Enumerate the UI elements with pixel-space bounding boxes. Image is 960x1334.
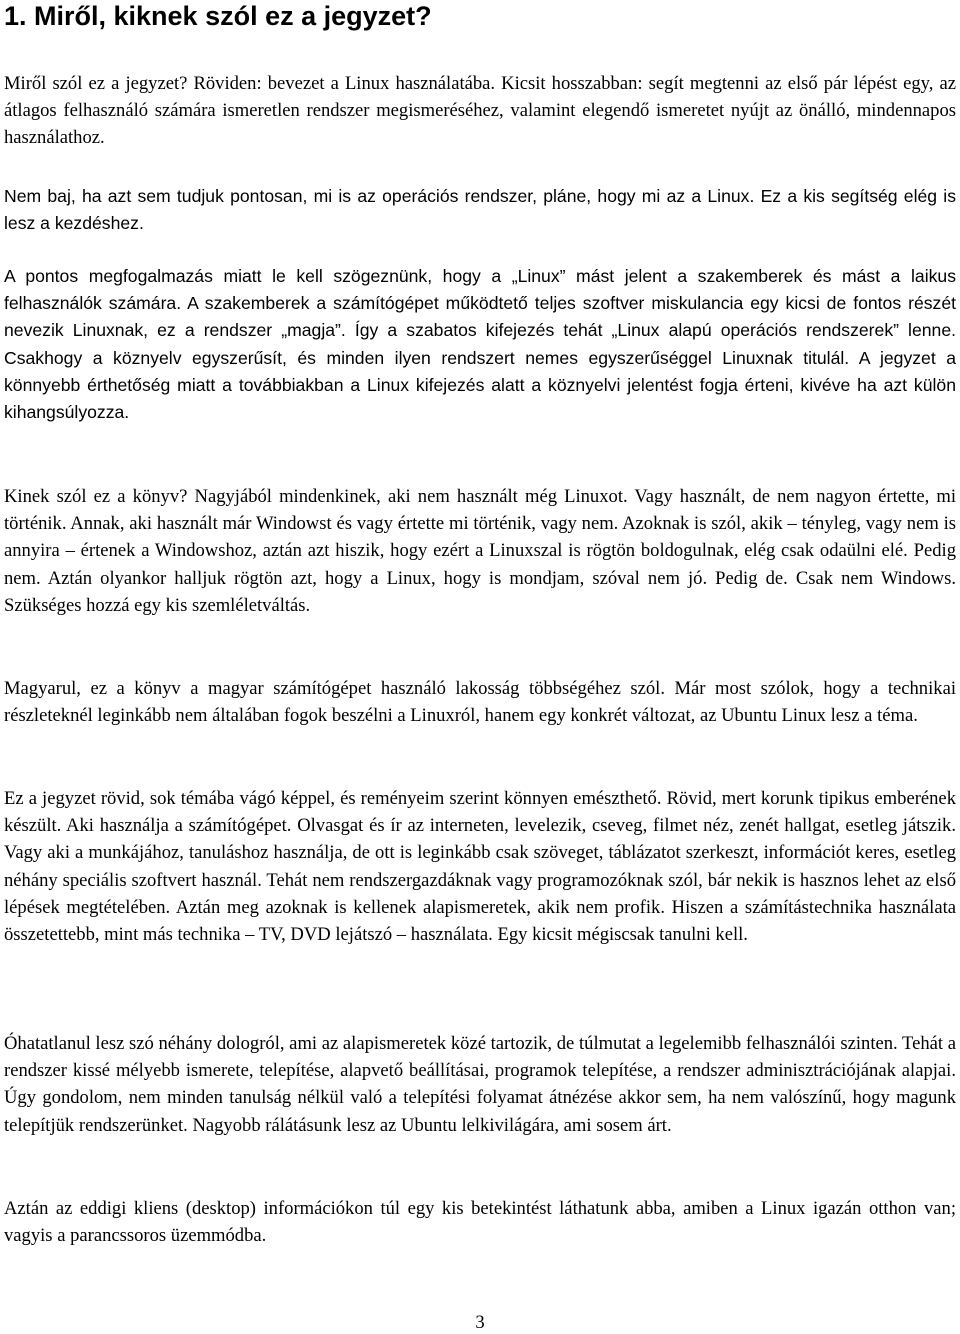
paragraph-audience: Kinek szól ez a könyv? Nagyjából mindenkinek, aki nem használt még Linuxot. Vagy használt, de nem nagyon értette, mi történik. Annak, aki használt már Windowst és vagy értette mi történik, vagy nem. Azoknak is szól, akik – tényleg, vagy nem is annyira – értenek a Windowshoz, aztán azt hiszik, hogy ezért a Linuxszal is rögtön boldogulnak, elég csak odaülni elé. Pedig nem. Aztán olyankor halljuk rögtön azt, hogy a Linux, hogy is mondjam, szóval nem jó. Pedig de. Csak nem Windows. Szükséges hozzá egy kis szemléletváltás. bbox=[4, 486, 956, 616]
document-page bbox=[4, 0, 956, 1333]
paragraph-intro: Miről szól ez a jegyzet? Röviden: bevezet a Linux használatába. Kicsit hosszabban: segít megtenni az első pár lépést egy, az átlagos felhasználó számára ismeretlen rendszer megismeréséhez, valamint elegendő ismeretet nyújt az önálló, mindennapos használathoz. bbox=[4, 73, 956, 149]
paragraph-hungarian: Magyarul, ez a könyv a magyar számítógépet használó lakosság többségéhez szól. Már most szólok, hogy a technikai részleteknél leginkább nem általában fogok beszélni a Linuxról, hanem egy konkrét változat, az Ubuntu Linux lesz a téma. bbox=[4, 678, 956, 727]
paragraph-short-note: Ez a jegyzet rövid, sok témába vágó képpel, és reményeim szerint könnyen emészthető. Rövid, mert korunk tipikus emberének készült. Aki használja a számítógépet. Olvasgat és ír az interneten, levelezik, cseveg, filmet néz, zenét hallgat, esetleg játszik. Vagy aki a munkájához, tanuláshoz használja, de ott is leginkább csak szöveget, táblázatot szerkeszt, információt keres, esetleg néhány speciális szoftvert használ. Tehát nem rendszergazdáknak vagy programozóknak szól, bár nekik is hasznos lehet az első lépések megtételében. Aztán meg azoknak is kellenek alapismeretek, akik nem profik. Hiszen a számítástechnika használata összetettebb, mint más technika – TV, DVD lejátszó – használata. Egy kicsit mégiscsak tanulni kell. bbox=[4, 788, 956, 946]
paragraph-linux-meaning: A pontos megfogalmazás miatt le kell szögeznünk, hogy a „Linux” mást jelent a szakemberek és mást a laikus felhasználók számára. A szakemberek a számítógépet működtető teljes szoftver miskulancia egy kicsi de fontos részét nevezik Linuxnak, ez a rendszer „magja”. Így a szabatos kifejezés tehát „Linux alapú operációs rendszerek” lenne. Csakhogy a köznyelv egyszerűsít, és minden ilyen rendszert nemes egyszerűséggel Linuxnak titulál. A jegyzet a könnyebb érthetőség miatt a továbbiakban a Linux kifejezés alatt a köznyelvi jelentést fogja érteni, kivéve ha azt külön kihangsúlyozza. bbox=[4, 266, 956, 423]
paragraph-basics: Óhatatlanul lesz szó néhány dologról, ami az alapismeretek közé tartozik, de túlmutat a legelemibb felhasználói szinten. Tehát a rendszer kissé mélyebb ismerete, telepítése, alapvető beállításai, programok telepítése, a rendszer adminisztrációjának alapjai. Úgy gondolom, nem minden tanulság nélkül való a telepítési folyamat átnézése akkor sem, ha nem valószínű, hogy magunk telepítjük rendszerünket. Nagyobb rálátásunk lesz az Ubuntu lelkivilágára, ami sosem árt. bbox=[4, 1033, 956, 1136]
paragraph-os: Nem baj, ha azt sem tudjuk pontosan, mi is az operációs rendszer, pláne, hogy mi az a Linux. Ez a kis segítség elég is lesz a kezdéshez. bbox=[4, 186, 956, 234]
section-heading: 1. Miről, kiknek szól ez a jegyzet? bbox=[4, 1, 432, 31]
paragraph-command-line: Aztán az eddigi kliens (desktop) információkon túl egy kis betekintést láthatunk abba, amiben a Linux igazán otthon van; vagyis a parancssoros üzemmódba. bbox=[4, 1198, 956, 1247]
page-number: 3 bbox=[475, 1312, 485, 1333]
